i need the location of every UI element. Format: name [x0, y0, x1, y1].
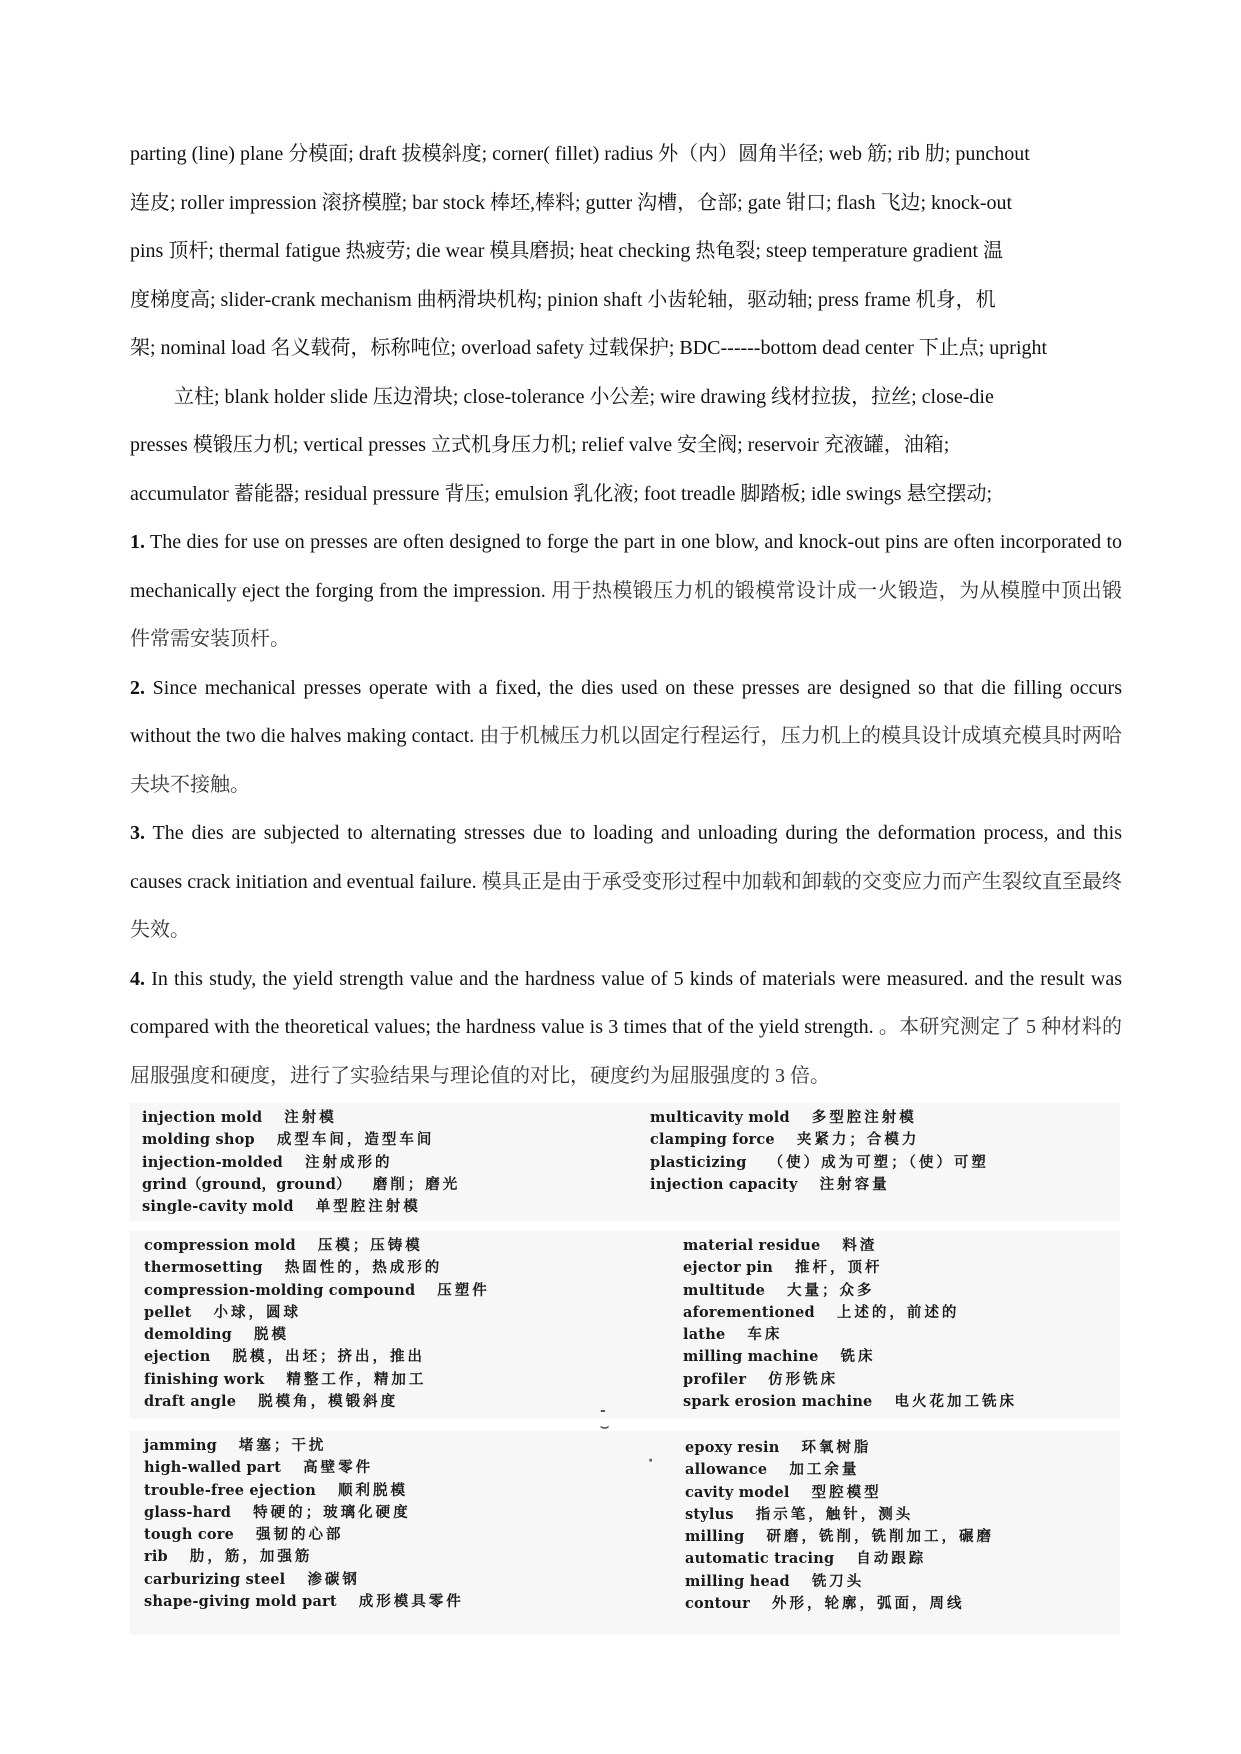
- vocab-term-chinese: 脱模角，模锻斜度: [258, 1393, 399, 1411]
- scanned-vocabulary-image: [130, 1103, 1120, 1635]
- vocab-group-2-left: [144, 1235, 490, 1413]
- vocab-term-chinese: 压模；压铸模: [317, 1237, 423, 1254]
- vocab-entry: [144, 1302, 490, 1324]
- vocab-entry: [683, 1369, 1017, 1391]
- vocab-entry: [683, 1391, 1017, 1413]
- vocab-term-chinese: 夹紧力；合模力: [796, 1131, 920, 1149]
- vocab-entry: [685, 1437, 994, 1459]
- vocab-entry: [650, 1129, 989, 1151]
- sentence-english: The dies are subjected to alternating stresses due to loading and unloading during the deformation process, and this causes crack initiation and eventual failure.: [130, 822, 1122, 893]
- vocab-entry: [683, 1280, 1017, 1302]
- vocab-entry: [142, 1107, 460, 1129]
- vocab-term-english: profiler: [683, 1370, 747, 1388]
- vocab-term-chinese: 成形模具零件: [358, 1593, 464, 1611]
- vocab-term-english: automatic tracing: [685, 1550, 835, 1568]
- vocab-term-chinese: 成型车间，造型车间: [276, 1131, 435, 1149]
- vocab-entry: [685, 1571, 994, 1593]
- vocab-term-english: material residue: [683, 1237, 821, 1254]
- vocab-term-english: high-walled part: [144, 1459, 282, 1477]
- vocab-term-english: injection capacity: [650, 1175, 798, 1193]
- vocab-entry: [683, 1257, 1017, 1279]
- vocab-term-english: shape-giving mold part: [144, 1593, 337, 1611]
- vocab-term-chinese: 脱模，出坯；挤出，推出: [232, 1348, 426, 1366]
- vocab-entry: [144, 1235, 490, 1257]
- vocab-term-chinese: 小球，圆球: [213, 1303, 302, 1321]
- vocab-entry: [685, 1504, 994, 1526]
- vocab-term-chinese: 肋，筋，加强筋: [189, 1548, 313, 1566]
- vocab-term-chinese: 研磨，铣削，铣削加工，碾磨: [766, 1528, 994, 1546]
- vocab-term-chinese: （使）成为可塑；（使）可塑: [768, 1153, 989, 1171]
- vocab-term-chinese: 推杆，顶杆: [794, 1259, 883, 1277]
- vocab-term-chinese: 外形，轮廓，弧面，周线: [772, 1595, 965, 1613]
- sentence-1: [130, 518, 1122, 664]
- vocab-term-english: compression-molding compound: [144, 1281, 416, 1299]
- glossary-line: 连皮; roller impression 滚挤模膛; bar stock 棒坯,棒料; gutter 沟槽，仓部; gate 钳口; flash 飞边; knock-out: [130, 191, 1013, 214]
- vocab-term-english: injection mold: [142, 1109, 263, 1126]
- sentence-english: Since mechanical presses operate with a fixed, the dies used on these presses are designed so that die filling occurs without the two die halves making contact.: [130, 676, 1123, 747]
- vocab-term-chinese: 铣刀头: [811, 1572, 865, 1590]
- glossary-line: accumulator 蓄能器; residual pressure 背压; emulsion 乳化液; foot treadle 脚踏板; idle swings 悬空摆动;: [130, 482, 993, 505]
- vocab-term-chinese: 热固性的，热成形的: [284, 1259, 443, 1277]
- scan-artifact-dot: ·: [648, 1453, 654, 1469]
- sentence-3: [130, 809, 1122, 955]
- vocab-entry: [685, 1482, 994, 1504]
- vocab-entry: [144, 1502, 464, 1524]
- glossary-line: 立柱; blank holder slide 压边滑块; close-tolerance 小公差; wire drawing 线材拉拔，拉丝; close-die: [174, 385, 994, 408]
- vocab-term-chinese: 压塑件: [437, 1281, 490, 1299]
- vocab-entry: [685, 1548, 994, 1570]
- sentence-number: 2.: [130, 676, 145, 699]
- scan-artifact-curve: ⌣: [600, 1419, 610, 1435]
- vocab-term-english: aforementioned: [683, 1303, 815, 1321]
- vocab-term-chinese: 自动跟踪: [856, 1550, 927, 1568]
- sentence-chinese: 用于热模锻压力机的锻模常设计成一火锻造，为从模膛中顶出锻件常需安装顶杆。: [130, 579, 1123, 650]
- vocab-entry: [144, 1369, 490, 1391]
- vocab-term-english: multitude: [683, 1281, 766, 1299]
- vocab-term-english: milling head: [685, 1572, 790, 1590]
- vocab-term-english: ejection: [144, 1348, 211, 1366]
- vocab-entry: [144, 1391, 490, 1413]
- vocab-term-chinese: 电火花加工铣床: [894, 1393, 1017, 1411]
- sentence-number: 1.: [130, 531, 145, 553]
- vocab-entry: [144, 1324, 490, 1346]
- vocab-entry: [683, 1346, 1017, 1368]
- sentence-english: The dies for use on presses are often designed to forge the part in one blow, and knock-out pins are often incorporated to mechanically eject the forging from the impression.: [130, 531, 1122, 602]
- vocab-term-english: trouble-free ejection: [144, 1481, 316, 1499]
- vocab-term-chinese: 磨削；磨光: [372, 1175, 461, 1193]
- vocab-term-chinese: 强韧的心部: [256, 1526, 344, 1544]
- vocab-term-english: molding shop: [142, 1131, 255, 1149]
- vocab-term-chinese: 多型腔注射模: [811, 1109, 917, 1126]
- vocab-entry: [144, 1280, 490, 1302]
- vocab-entry: [144, 1457, 464, 1479]
- vocab-term-chinese: 堵塞；干扰: [238, 1437, 327, 1454]
- vocab-term-english: demolding: [144, 1326, 233, 1344]
- glossary-line: parting (line) plane 分模面; draft 拔模斜度; corner( fillet) radius 外（内）圆角半径; web 筋; rib 肋; punchout: [130, 143, 1030, 165]
- glossary-line: 度梯度高; slider-crank mechanism 曲柄滑块机构; pinion shaft 小齿轮轴，驱动轴; press frame 机身，机: [130, 288, 996, 311]
- vocab-entry: [683, 1324, 1017, 1346]
- vocab-entry: [685, 1526, 994, 1548]
- glossary-text-block: [130, 130, 1122, 1100]
- glossary-line: pins 顶杆; thermal fatigue 热疲劳; die wear 模具磨损; heat checking 热龟裂; steep temperature gradient 温: [130, 240, 1004, 262]
- vocab-term-english: spark erosion machine: [683, 1393, 873, 1411]
- vocab-entry: [683, 1302, 1017, 1324]
- vocab-term-english: clamping force: [650, 1131, 775, 1149]
- vocab-entry: [144, 1569, 464, 1591]
- sentence-number: 4.: [130, 967, 145, 990]
- vocab-term-english: multicavity mold: [650, 1109, 790, 1126]
- vocab-term-english: lathe: [683, 1326, 726, 1344]
- vocab-group-1-left: [142, 1107, 460, 1218]
- sentence-chinese: 。本研究测定了 5 种材料的屈服强度和硬度，进行了实验结果与理论值的对比，硬度约为屈服强度的 3 倍。: [130, 1016, 1123, 1087]
- sentence-english: In this study, the yield strength value and the hardness value of 5 kinds of materials were measured. and the result was compared with the theoretical values; the hardness value is 3 times that of the yield strength.: [130, 967, 1122, 1038]
- vocab-term-english: ejector pin: [683, 1259, 773, 1277]
- vocab-term-chinese: 注射模: [284, 1109, 337, 1126]
- vocab-entry: [144, 1546, 464, 1568]
- glossary-line: 架; nominal load 名义载荷，标称吨位; overload safety 过载保护; BDC------bottom dead center 下止点; upright: [130, 337, 1048, 359]
- vocab-entry: [685, 1459, 994, 1481]
- vocab-entry: [142, 1129, 460, 1151]
- vocab-entry: [144, 1480, 464, 1502]
- vocab-entry: [685, 1593, 994, 1615]
- vocab-term-english: compression mold: [144, 1237, 296, 1254]
- vocab-term-chinese: 型腔模型: [811, 1483, 882, 1501]
- vocab-term-english: epoxy resin: [685, 1439, 780, 1456]
- vocab-entry: [650, 1107, 989, 1129]
- vocab-term-chinese: 特硬的；玻璃化硬度: [253, 1503, 411, 1521]
- sentence-2: [130, 664, 1122, 810]
- vocab-term-chinese: 注射成形的: [305, 1153, 393, 1171]
- vocab-entry: [144, 1435, 464, 1457]
- vocab-term-english: contour: [685, 1595, 750, 1613]
- vocab-term-english: rib: [144, 1548, 168, 1566]
- glossary-line: presses 模锻压力机; vertical presses 立式机身压力机; relief valve 安全阀; reservoir 充液罐，油箱;: [130, 434, 950, 456]
- sentence-chinese: 由于机械压力机以固定行程运行，压力机上的模具设计成填充模具时两哈夫块不接触。: [130, 725, 1123, 796]
- sentence-number: 3.: [130, 822, 145, 844]
- vocab-term-english: allowance: [685, 1461, 768, 1479]
- vocab-term-english: grind（ground，ground）: [142, 1175, 351, 1193]
- vocab-term-english: single-cavity mold: [142, 1198, 294, 1216]
- vocab-entry: [144, 1346, 490, 1368]
- vocab-entry: [650, 1152, 989, 1174]
- vocab-entry: [144, 1524, 464, 1546]
- vocab-term-chinese: 大量；众多: [787, 1281, 875, 1299]
- vocab-term-english: tough core: [144, 1526, 235, 1544]
- vocab-term-chinese: 上述的，前述的: [836, 1303, 960, 1321]
- vocab-term-english: finishing work: [144, 1370, 265, 1388]
- vocab-term-chinese: 精整工作，精加工: [286, 1370, 427, 1388]
- vocab-term-english: glass-hard: [144, 1503, 232, 1521]
- vocab-term-english: injection-molded: [142, 1153, 284, 1171]
- vocab-term-chinese: 指示笔，触针，测头: [755, 1505, 914, 1523]
- vocab-entry: [142, 1152, 460, 1174]
- vocab-term-chinese: 仿形铣床: [768, 1370, 839, 1388]
- sentence-4: [130, 955, 1122, 1101]
- vocab-entry: [142, 1174, 460, 1196]
- vocab-term-chinese: 车床: [747, 1326, 783, 1344]
- scan-artifact-dash: -: [600, 1403, 606, 1419]
- vocab-term-english: thermosetting: [144, 1259, 263, 1277]
- vocab-group-2-right: [683, 1235, 1017, 1413]
- vocab-term-chinese: 料渣: [842, 1237, 878, 1254]
- vocab-term-chinese: 注射容量: [819, 1175, 890, 1193]
- sentence-chinese: 模具正是由于承受变形过程中加载和卸载的交变应力而产生裂纹直至最终失效。: [130, 870, 1123, 941]
- vocab-term-chinese: 顺利脱模: [337, 1481, 408, 1499]
- vocab-entry: [142, 1196, 460, 1218]
- vocab-term-chinese: 加工余量: [789, 1461, 860, 1479]
- vocab-term-english: stylus: [685, 1505, 734, 1523]
- vocab-term-english: jamming: [144, 1437, 217, 1454]
- vocab-group-1-right: [650, 1107, 989, 1196]
- vocab-term-chinese: 脱模: [254, 1326, 290, 1344]
- vocab-term-chinese: 渗碳钢: [307, 1570, 360, 1588]
- vocab-term-chinese: 环氧树脂: [801, 1439, 872, 1456]
- vocab-group-3-right: [685, 1437, 994, 1615]
- vocab-term-english: milling machine: [683, 1348, 819, 1366]
- vocab-term-english: pellet: [144, 1303, 192, 1321]
- vocab-term-chinese: 铣床: [840, 1348, 876, 1366]
- vocab-term-english: plasticizing: [650, 1153, 747, 1171]
- vocab-entry: [683, 1235, 1017, 1257]
- vocab-term-chinese: 单型腔注射模: [315, 1198, 421, 1216]
- vocab-term-english: cavity model: [685, 1483, 790, 1501]
- vocab-term-chinese: 高壁零件: [303, 1459, 374, 1477]
- vocab-term-english: milling: [685, 1528, 745, 1546]
- vocab-entry: [650, 1174, 989, 1196]
- vocab-group-3-left: [144, 1435, 464, 1613]
- vocab-term-english: draft angle: [144, 1393, 237, 1411]
- vocab-term-english: carburizing steel: [144, 1570, 286, 1588]
- vocab-entry: [144, 1257, 490, 1279]
- vocab-entry: [144, 1591, 464, 1613]
